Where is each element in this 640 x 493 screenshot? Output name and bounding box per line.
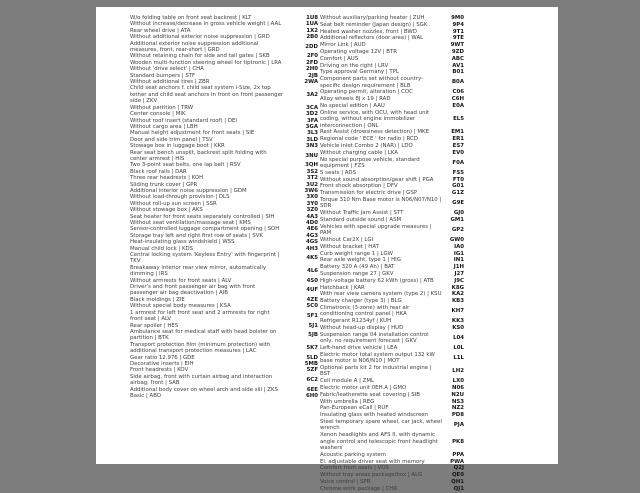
option-description: Stowage box in luggage boot | KKR: [130, 143, 225, 150]
option-code: J1H: [453, 264, 464, 271]
option-description: W/o folding table on front seat backrest | KLT: [130, 15, 252, 21]
option-code: 9WT: [450, 42, 464, 49]
option-code: KA2: [451, 291, 464, 298]
option-code: IN1: [453, 257, 464, 264]
option-code: 3N3: [305, 143, 318, 150]
option-code: 4S0: [306, 277, 318, 284]
option-row: [320, 291, 464, 297]
option-row: [130, 265, 318, 278]
option-description: Without 'drive select' | CHA: [130, 66, 204, 73]
option-code: 2WA: [304, 79, 318, 86]
option-description: Left-hand drive vehicle | LEA: [320, 344, 398, 351]
option-code: IA0: [454, 243, 464, 250]
option-code: F0A: [452, 159, 464, 166]
option-code: ER1: [452, 136, 464, 143]
option-code: 2FD: [306, 59, 318, 66]
option-description: Component parts set without country-specific design requirement | BLB: [320, 76, 423, 89]
option-code: 3X0: [306, 194, 318, 201]
option-row: [320, 143, 464, 149]
option-row: [320, 325, 464, 331]
option-code: 6H0: [305, 392, 318, 399]
option-code: 3T2: [306, 175, 318, 182]
option-description: Black roof rails | DAR: [130, 168, 187, 175]
option-description: Additional exterior noise suppression additional measures, front, rear-short | GRD: [130, 40, 259, 54]
options-column-right: [320, 15, 464, 493]
option-description: Battery 320 A (49 Ah) | BAT: [320, 264, 395, 271]
option-description: Standard bumpers | STF: [130, 72, 196, 79]
option-description: Manual child lock | KDS: [130, 245, 194, 252]
option-code: 9M0: [451, 15, 464, 21]
option-code: 3U2: [306, 181, 318, 188]
option-code: NS3: [451, 398, 464, 405]
option-row: [130, 284, 318, 297]
option-row: [130, 342, 318, 355]
option-description: Basic | ABO: [130, 392, 162, 399]
option-code: N2U: [451, 391, 464, 398]
option-code: 9TE: [452, 35, 464, 42]
option-code: IG1: [453, 250, 464, 257]
option-row: [320, 190, 464, 196]
option-code: EM1: [451, 129, 464, 136]
option-description: With rear view camera system (type 2) | KSU: [320, 291, 442, 298]
option-code: 4A3: [306, 213, 318, 220]
option-row: [320, 472, 464, 478]
option-description: Breakaway interior rear view mirror, automatically dimming | IRS: [130, 264, 267, 278]
option-description: Operating voltage 12V | BTR: [320, 48, 398, 55]
option-description: Without roof insert (standard roof) | DEI: [130, 117, 237, 124]
option-code: N06: [451, 384, 464, 391]
options-column-left: [130, 15, 318, 399]
option-code: KH7: [451, 308, 464, 315]
option-code: KS0: [452, 324, 464, 331]
option-row: [320, 365, 464, 378]
option-description: Suspension range 04 installation control only, no requirement forecast | GKV: [320, 331, 429, 345]
option-code: 1X2: [306, 27, 318, 34]
option-description: Battery charger (type 3) | BLG: [320, 298, 402, 305]
option-description: Without bracket | HAT: [320, 243, 379, 250]
option-description: Additional interior noise suppression | GDM: [130, 187, 247, 194]
option-description: Vehicle inlet Combo 2 (NAR) | LDO: [320, 142, 413, 149]
option-code: 3Y0: [306, 200, 318, 207]
option-description: Without head-up display | HUD: [320, 324, 404, 331]
option-row: [320, 103, 464, 109]
option-code: 3S2: [306, 168, 318, 175]
option-description: Without auxiliary/parking heater | ZUH: [320, 15, 425, 21]
option-row: [320, 352, 464, 365]
option-description: Rest Assist (drowsiness detection) | MKE: [320, 129, 429, 136]
option-code: 4K5: [306, 255, 318, 262]
option-description: Rear axle weight, type 1 | HIG: [320, 257, 401, 264]
option-code: ES7: [452, 142, 464, 149]
option-row: [320, 224, 464, 237]
option-code: J27: [454, 270, 464, 277]
option-code: 9ZD: [451, 48, 464, 55]
option-description: Seat belt reminder (Japan design) | SGK: [320, 21, 428, 28]
option-description: Transmission for electric drive | GSP: [320, 190, 417, 197]
option-description: Center console | MIK: [130, 111, 186, 118]
option-row: [130, 150, 318, 163]
option-code: LH2: [452, 368, 464, 375]
option-row: [320, 278, 464, 284]
option-code: J9C: [454, 277, 464, 284]
option-description: Pan-European eCall | RUF: [320, 405, 389, 412]
option-code: FT0: [452, 176, 464, 183]
option-code: 5F1: [306, 312, 318, 319]
option-code: 3A2: [306, 91, 318, 98]
option-description: Torque 310 Nm Base motor is N06/N07/N10 | SDR: [320, 196, 442, 210]
option-description: Additional reflectors (door area) | WAL: [320, 35, 424, 42]
option-description: Door and side trim panel | TSV: [130, 136, 213, 143]
option-row: [320, 63, 464, 69]
option-row: [320, 35, 464, 41]
option-code: ABC: [451, 55, 464, 62]
option-code: 9P4: [452, 21, 464, 28]
option-code: FS5: [452, 169, 464, 176]
option-description: Additional body cover on wheel arch and side sill | ZKS: [130, 386, 278, 393]
option-description: Comfort front seats | VOS: [320, 465, 389, 472]
option-description: Online service, with OCU, with head unit coding, without engine immobilizer interconnection | ONL: [320, 109, 430, 129]
option-code: L0L: [453, 344, 464, 351]
option-code: 3Z0: [306, 207, 318, 214]
option-row: [320, 271, 464, 277]
option-row: [130, 393, 318, 399]
option-code: GP2: [451, 226, 464, 233]
option-row: [320, 183, 464, 189]
option-description: With umbrella | REG: [320, 398, 375, 405]
option-description: Without sound absorption/gear shift | PGA: [320, 176, 434, 183]
option-code: E0A: [452, 102, 464, 109]
option-description: Three rear headrests | KOH: [130, 175, 204, 182]
option-code: 3D2: [306, 111, 318, 118]
option-code: 4UF: [306, 287, 318, 294]
option-code: Q2J: [453, 465, 464, 472]
option-code: GJ0: [453, 210, 464, 217]
option-description: Curb weight range 1 | LGW: [320, 250, 393, 257]
option-code: AV1: [452, 62, 464, 69]
option-description: Gear ratio 12.976 | GDE: [130, 354, 195, 361]
option-row: [320, 264, 464, 270]
option-description: Standard outside sound | ASM: [320, 216, 402, 223]
option-description: El. adjustable driver seat with memory: [320, 458, 425, 465]
option-code: 9T1: [452, 28, 464, 35]
option-description: Without stowage box | AKS: [130, 207, 203, 214]
option-description: Seat heater for front seats separately controlled | SIH: [130, 213, 275, 220]
option-description: Without roll-up sun screen | SSR: [130, 200, 217, 207]
option-row: [320, 217, 464, 223]
option-description: Without load-through provision | DLS: [130, 194, 230, 201]
option-code: NZ2: [451, 405, 464, 412]
option-code: LX0: [452, 378, 464, 385]
option-description: Regional code ' ECE ' for radio | RCD: [320, 136, 418, 143]
option-row: [130, 252, 318, 265]
option-description: Storage tray left and right first row of seats | SVK: [130, 232, 263, 239]
option-row: [320, 15, 464, 21]
option-description: No special edition | AAU: [320, 102, 385, 109]
option-description: No special purpose vehicle, standard equipment | FZS: [320, 156, 420, 169]
option-code: 4ZE: [306, 296, 318, 303]
option-row: [320, 399, 464, 405]
option-description: Mirror Link | AUD: [320, 42, 366, 49]
option-code: 4D0: [306, 220, 318, 226]
option-code: 3W6: [304, 187, 318, 194]
option-description: Refrigerant R1234yf | KUH: [320, 318, 392, 325]
option-code: PK8: [452, 438, 464, 445]
option-description: Without retaining chain for side and tail gates | SKB: [130, 53, 270, 60]
option-description: Electric motor total system output 132 kW base motor is N06/N10 | MOT: [320, 351, 435, 365]
option-row: [320, 76, 464, 89]
option-code: 6EE: [306, 386, 318, 393]
option-code: B01: [452, 69, 464, 76]
option-row: [320, 332, 464, 345]
option-row: [320, 345, 464, 351]
option-description: Suspension range 27 | GKV: [320, 270, 394, 277]
option-code: 5ZF: [306, 367, 318, 374]
option-row: [320, 486, 464, 492]
option-code: 4GS: [305, 239, 318, 246]
option-code: 3GA: [305, 123, 318, 130]
option-row: [130, 85, 318, 104]
option-code: 3QH: [305, 162, 318, 169]
option-code: 4E6: [306, 226, 318, 233]
option-code: 4L6: [307, 268, 318, 275]
option-code: QE0: [451, 472, 464, 479]
option-code: EV0: [452, 149, 464, 156]
option-code: 5LD: [306, 354, 318, 361]
option-description: Driver's and front passenger air bag with front passenger air bag deactivation | AIB: [130, 284, 256, 297]
option-code: 2DD: [305, 43, 318, 50]
option-description: Hatchback | KAR: [320, 284, 365, 291]
option-description: Without armrests for front seats | ALV: [130, 277, 232, 284]
option-description: Without Car2X | LGI: [320, 236, 374, 243]
option-row: [320, 110, 464, 129]
option-code: GM1: [450, 216, 464, 223]
option-code: 4H3: [305, 245, 318, 252]
option-description: Without Traffic Jam Assist | STT: [320, 210, 404, 217]
option-row: [320, 452, 464, 458]
option-row: [320, 392, 464, 398]
option-row: [320, 89, 464, 95]
option-description: Two 3-point seat belts, one lap belt | RSV: [130, 162, 241, 169]
option-description: Rear wheel drive | ATA: [130, 27, 191, 34]
option-code: 3LD: [306, 136, 318, 143]
option-row: [320, 405, 464, 411]
option-description: Xenon headlights and AFS II, with dynamic angle control and telescopic front headlight washers: [320, 432, 438, 451]
option-code: 1UA: [305, 21, 318, 28]
option-description: Comfort | AUS: [320, 55, 359, 62]
option-code: 3L3: [307, 130, 318, 137]
option-description: Without additional tires | ZBR: [130, 79, 210, 86]
option-code: 5J1: [308, 322, 318, 329]
option-code: 5MB: [304, 360, 318, 367]
option-code: EL5: [453, 116, 464, 123]
option-code: G01: [452, 183, 464, 190]
option-row: [320, 244, 464, 250]
option-row: [320, 298, 464, 304]
option-description: Rear spoiler | HES: [130, 322, 179, 329]
option-code: 5JB: [308, 332, 318, 339]
option-row: [320, 251, 464, 257]
option-code: C06: [452, 89, 464, 96]
option-code: KB3: [451, 298, 464, 305]
option-row: [320, 150, 464, 156]
option-row: [320, 318, 464, 324]
option-code: C6H: [451, 96, 464, 103]
option-description: Wooden multi-function steering wheel for tiptronic | LRA: [130, 59, 282, 66]
option-code: QJ1: [453, 485, 464, 492]
option-description: Voice control | SPR: [320, 478, 371, 485]
option-description: Without seat ventilation/massage seat | KMS: [130, 220, 251, 226]
option-code: 5C0: [306, 303, 318, 310]
option-description: Operating permit, alteration | COC: [320, 89, 413, 96]
option-description: Manual height adjustment for front seats | SIE: [130, 130, 255, 137]
option-row: [320, 49, 464, 55]
option-row: [320, 419, 464, 432]
option-description: Type approval Germany | TPL: [320, 69, 399, 76]
option-code: 5K7: [306, 344, 318, 351]
option-row: [320, 465, 464, 471]
option-code: 6C2: [306, 376, 318, 383]
option-code: QH1: [451, 478, 464, 485]
option-code: KK3: [451, 318, 464, 325]
option-description: Sensor-controlled luggage compartment opening | SOH: [130, 226, 280, 233]
option-row: [320, 285, 464, 291]
option-description: 1 armrest for left front seat and 2 armrests for right front seat | ALV: [130, 309, 270, 323]
option-row: [320, 412, 464, 418]
document-page: [96, 7, 558, 492]
option-row: [320, 459, 464, 465]
option-description: Chrome work package | CHR: [320, 485, 398, 492]
option-description: Without tray areas package/box | ALG: [320, 472, 423, 479]
option-row: [320, 69, 464, 75]
option-description: Decorative inserts | EIH: [130, 360, 194, 367]
option-code: 2B0: [306, 34, 318, 41]
option-description: Without increase/decrease in gross vehicle weight | AAL: [130, 21, 282, 28]
option-code: 2F0: [306, 53, 318, 60]
option-description: Without charging cable | LKA: [320, 149, 398, 156]
option-code: PPA: [452, 451, 464, 458]
option-row: [320, 96, 464, 102]
option-description: Fabric/leatherette seat covering | SIB: [320, 391, 420, 398]
option-code: 1U8: [306, 15, 318, 21]
option-description: Cell module A | ZML: [320, 378, 374, 385]
option-row: [130, 329, 318, 342]
option-code: 4G3: [306, 232, 318, 239]
option-description: Side airbag, front with curtain airbag and interaction airbag, front | SAB: [130, 373, 273, 387]
option-description: Sliding trunk cover | GPR: [130, 181, 198, 188]
option-row: [320, 378, 464, 384]
option-code: 3NU: [305, 152, 318, 159]
option-code: 3FA: [307, 117, 318, 124]
option-description: Vehicles with special upgrade measures | PAM: [320, 223, 432, 237]
option-description: Black moldings | ZIE: [130, 296, 185, 303]
option-description: Without cargo area | LBH: [130, 123, 198, 130]
option-row: [130, 310, 318, 323]
option-row: [320, 129, 464, 135]
option-row: [320, 157, 464, 170]
option-code: K8G: [451, 284, 464, 291]
option-description: Without special body measures | KSA: [130, 303, 231, 310]
option-code: PJA: [453, 422, 464, 429]
option-row: [130, 41, 318, 54]
option-description: Without partition | TRW: [130, 104, 194, 111]
option-description: Insulating glass with heated windscreen: [320, 412, 429, 419]
option-code: GW0: [449, 236, 464, 243]
option-row: [320, 197, 464, 210]
option-code: L1L: [453, 354, 464, 361]
option-row: [320, 385, 464, 391]
option-row: [320, 210, 464, 216]
option-code: G9E: [452, 200, 464, 207]
option-row: [320, 305, 464, 318]
option-row: [320, 56, 464, 62]
option-description: Front headrests | KOV: [130, 367, 189, 374]
option-description: Driving on the right | LRV: [320, 62, 389, 69]
option-row: [320, 177, 464, 183]
option-row: [320, 29, 464, 35]
option-description: High-voltage battery 62 kWh (gross) | ATB: [320, 277, 434, 284]
option-row: [320, 237, 464, 243]
option-description: Alloy wheels 8J x 19 | RAD: [320, 96, 391, 103]
option-description: Climatronic (3-zone) with rear air conditioning control panel | HKA: [320, 304, 410, 318]
option-code: 2H0: [305, 66, 318, 73]
option-row: [130, 374, 318, 387]
option-description: Without additional exterior noise suppression | GRD: [130, 34, 270, 41]
option-description: Acoustic parking system: [320, 451, 386, 458]
option-description: 5 seats | ADS: [320, 169, 356, 176]
option-row: [320, 170, 464, 176]
option-description: Heat-insulating glass windshield | WSS: [130, 239, 235, 246]
option-code: 3CA: [306, 104, 318, 111]
option-row: [320, 42, 464, 48]
option-row: [320, 22, 464, 28]
option-code: B0A: [451, 79, 464, 86]
option-code: 2JB: [308, 72, 318, 79]
option-description: Electric motor unit 0EH.A | GMO: [320, 384, 407, 391]
option-description: Rear seat bench unsplit, backrest split folding with center armrest | HIS: [130, 149, 267, 162]
option-row: [320, 257, 464, 263]
option-description: Optional parts kit 2 for industrial engine | BST: [320, 364, 432, 378]
option-description: Central locking system 'Keyless Entry' with fingerprint | TKV: [130, 252, 280, 265]
option-description: Transport protection film (minimum protection) with additional transport protection measures | LAC: [130, 341, 271, 355]
option-description: Steel temporary spare wheel, car jack, wheel wrench: [320, 418, 442, 432]
option-code: PWA: [450, 458, 464, 465]
option-row: [320, 136, 464, 142]
option-description: Heated washer nozzles, front | BWD: [320, 28, 417, 35]
option-description: Child seat anchors f. child seat system i-Size, 2x top tether and child seat anchors in front on front passenger side | ZKV: [130, 85, 284, 105]
option-code: G1Z: [451, 190, 464, 197]
option-description: Front shock absorption | DFV: [320, 183, 398, 190]
option-code: PD8: [451, 412, 464, 419]
option-row: [320, 432, 464, 451]
option-code: L04: [453, 334, 464, 341]
option-description: Ambulance seat for medical staff with head bolster on partition | BTK: [130, 328, 277, 342]
